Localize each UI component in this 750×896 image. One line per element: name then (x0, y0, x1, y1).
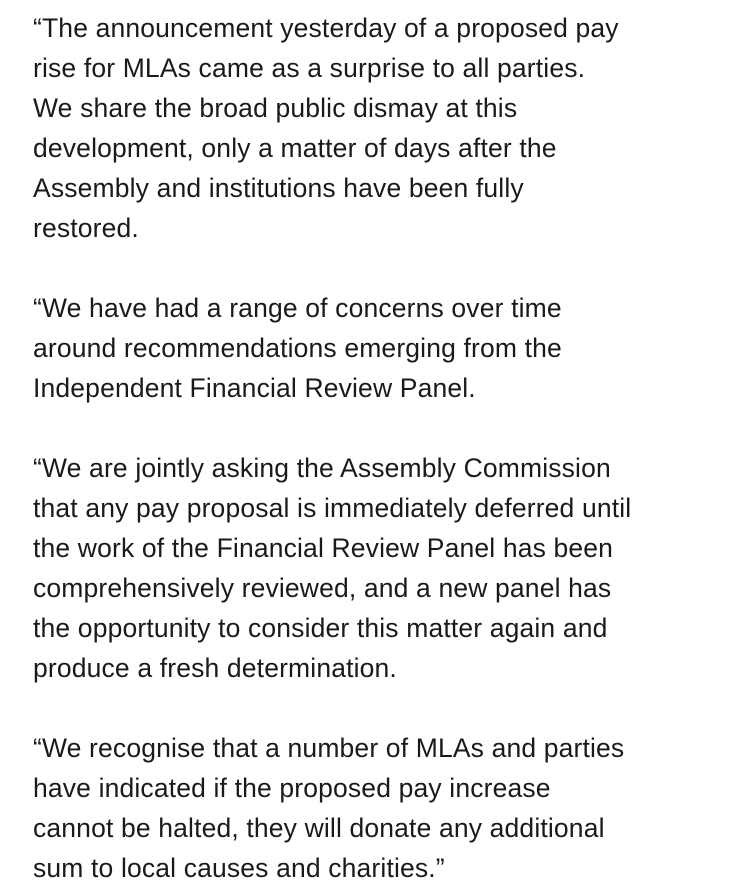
text-line: Assembly and institutions have been fully (33, 173, 524, 203)
text-line: around recommendations emerging from the (33, 333, 562, 363)
text-line: “We are jointly asking the Assembly Commission (33, 453, 611, 483)
text-line: have indicated if the proposed pay increase (33, 773, 551, 803)
paragraph-pay-rise-announcement (33, 8, 743, 248)
text-line: “We have had a range of concerns over time (33, 293, 562, 323)
paragraph-concerns (33, 288, 743, 408)
text-line: We share the broad public dismay at this (33, 93, 518, 123)
text-line: rise for MLAs came as a surprise to all parties. (33, 53, 586, 83)
paragraph-donations (33, 728, 743, 888)
text-line: Independent Financial Review Panel. (33, 373, 476, 403)
text-line: produce a fresh determination. (33, 653, 397, 683)
text-line: the work of the Financial Review Panel has been (33, 533, 614, 563)
text-line: development, only a matter of days after the (33, 133, 557, 163)
text-line: cannot be halted, they will donate any additional (33, 813, 605, 843)
paragraph-deferral-request (33, 448, 743, 688)
text-line: that any pay proposal is immediately deferred until (33, 493, 632, 523)
text-line: “The announcement yesterday of a proposed pay (33, 13, 619, 43)
text-line: restored. (33, 213, 139, 243)
text-line: sum to local causes and charities.” (33, 853, 445, 883)
text-line: the opportunity to consider this matter again and (33, 613, 608, 643)
text-line: comprehensively reviewed, and a new panel has (33, 573, 612, 603)
text-line: “We recognise that a number of MLAs and parties (33, 733, 625, 763)
